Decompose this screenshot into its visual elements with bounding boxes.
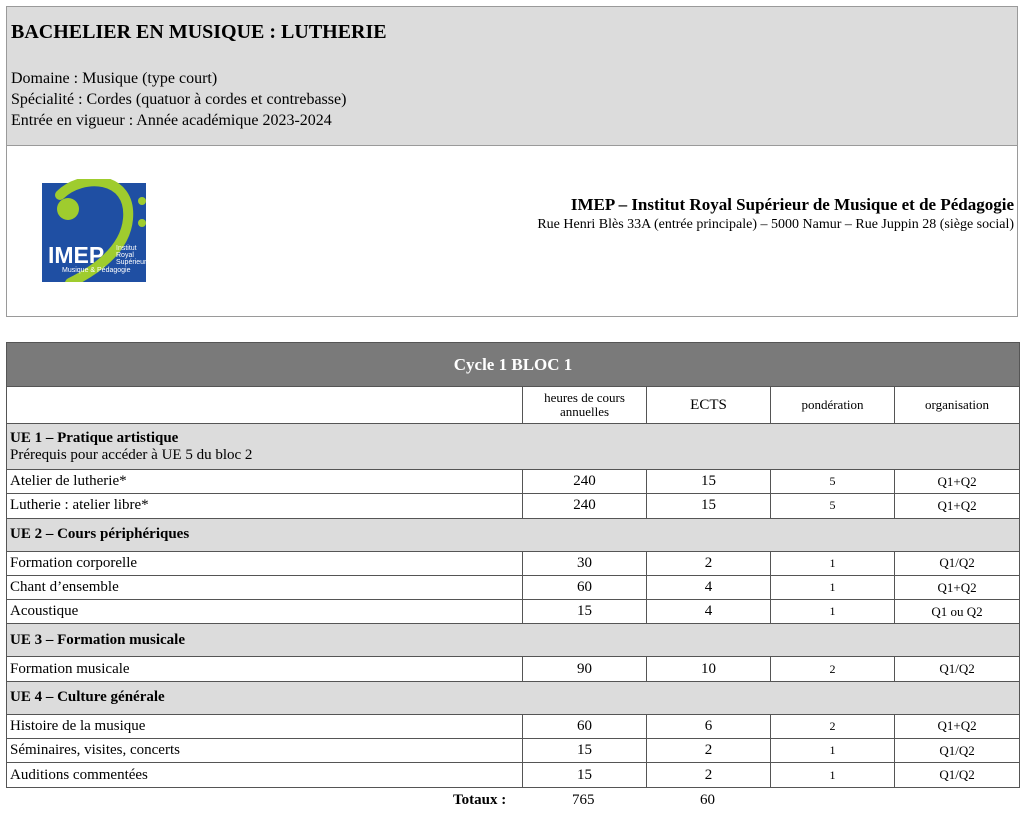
course-row: [7, 600, 1020, 624]
ue-header-row: [7, 681, 1020, 714]
course-weight: 2: [771, 657, 895, 681]
course-hours: 30: [523, 551, 647, 575]
ue-header-row: [7, 624, 1020, 657]
totals-label: Totaux :: [453, 792, 507, 808]
ue-header-cell: [7, 624, 1020, 657]
course-weight: 1: [771, 575, 895, 599]
totals-hours: 765: [572, 792, 595, 808]
course-weight: 1: [771, 551, 895, 575]
course-ects: 4: [647, 600, 771, 624]
course-ects: 2: [647, 551, 771, 575]
course-weight: 2: [771, 714, 895, 738]
course-ects: 4: [647, 575, 771, 599]
course-row: [7, 575, 1020, 599]
course-organisation: Q1 ou Q2: [895, 600, 1020, 624]
course-ects: 6: [647, 714, 771, 738]
course-name: Chant d’ensemble: [7, 575, 523, 599]
svg-text:Royal: Royal: [116, 252, 134, 259]
course-hours: 60: [523, 714, 647, 738]
course-name: Formation musicale: [7, 657, 523, 681]
totals-ects: 60: [700, 792, 715, 808]
specialty-line: Spécialité : Cordes (quatuor à cordes et contrebasse): [11, 91, 347, 108]
cycle-header-row: [7, 343, 1020, 387]
course-name: Histoire de la musique: [7, 714, 523, 738]
program-info-panel: [7, 7, 1017, 146]
domain-line: Domaine : Musique (type court): [11, 70, 218, 87]
course-row: [7, 470, 1020, 494]
ue-header-cell: [7, 424, 1020, 470]
ue-title: UE 2 – Cours périphériques: [10, 526, 190, 543]
course-hours: 15: [523, 600, 647, 624]
course-weight: 5: [771, 470, 895, 494]
program-table: [6, 342, 1020, 788]
course-name: Atelier de lutherie*: [7, 470, 523, 494]
ue-title: UE 4 – Culture générale: [10, 689, 165, 706]
course-hours: 60: [523, 575, 647, 599]
weight-column-header: pondération: [771, 387, 895, 424]
course-ects: 2: [647, 739, 771, 763]
ue-header-row: [7, 518, 1020, 551]
ue-note: Prérequis pour accéder à UE 5 du bloc 2: [10, 446, 253, 463]
course-hours: 90: [523, 657, 647, 681]
cycle-title: Cycle 1 BLOC 1: [7, 343, 1020, 387]
bass-clef-dot-bottom: [138, 219, 146, 227]
course-organisation: Q1+Q2: [895, 470, 1020, 494]
course-ects: 15: [647, 470, 771, 494]
course-organisation: Q1+Q2: [895, 575, 1020, 599]
course-row: [7, 657, 1020, 681]
course-row: [7, 763, 1020, 787]
course-organisation: Q1/Q2: [895, 763, 1020, 787]
course-weight: 1: [771, 763, 895, 787]
course-row: [7, 714, 1020, 738]
course-column-header: [7, 387, 523, 424]
course-ects: 10: [647, 657, 771, 681]
column-header-row: [7, 387, 1020, 424]
svg-text:Institut: Institut: [116, 245, 137, 252]
imep-logo: [42, 179, 146, 282]
ects-column-header: ECTS: [647, 387, 771, 424]
course-organisation: Q1/Q2: [895, 739, 1020, 763]
course-organisation: Q1+Q2: [895, 494, 1020, 518]
course-hours: 15: [523, 763, 647, 787]
course-name: Formation corporelle: [7, 551, 523, 575]
svg-text:Supérieur: Supérieur: [116, 259, 146, 266]
course-ects: 15: [647, 494, 771, 518]
ue-header-cell: [7, 681, 1020, 714]
bass-clef-head: [57, 198, 79, 220]
course-row: [7, 494, 1020, 518]
logo-wordmark: IMEP: [48, 242, 105, 268]
effective-date-line: Entrée en vigueur : Année académique 2023-2024: [11, 112, 332, 129]
bass-clef-dot-top: [138, 197, 146, 205]
course-name: Lutherie : atelier libre*: [7, 494, 523, 518]
course-hours: 240: [523, 494, 647, 518]
course-row: [7, 551, 1020, 575]
document-title: BACHELIER EN MUSIQUE : LUTHERIE: [11, 21, 387, 43]
institution-address: Rue Henri Blès 33A (entrée principale) – 5000 Namur – Rue Juppin 28 (siège social): [537, 217, 1014, 232]
course-ects: 2: [647, 763, 771, 787]
ue-header-cell: [7, 518, 1020, 551]
svg-text:Musique & Pédagogie: Musique & Pédagogie: [62, 267, 131, 274]
course-row: [7, 739, 1020, 763]
course-name: Acoustique: [7, 600, 523, 624]
course-name: Séminaires, visites, concerts: [7, 739, 523, 763]
course-weight: 1: [771, 739, 895, 763]
ue-title: UE 3 – Formation musicale: [10, 631, 185, 648]
course-name: Auditions commentées: [7, 763, 523, 787]
course-hours: 15: [523, 739, 647, 763]
hours-column-header: heures de cours annuelles: [523, 387, 647, 424]
course-organisation: Q1+Q2: [895, 714, 1020, 738]
course-weight: 5: [771, 494, 895, 518]
course-organisation: Q1/Q2: [895, 657, 1020, 681]
course-hours: 240: [523, 470, 647, 494]
ue-table-body: [7, 424, 1020, 788]
institution-name: IMEP – Institut Royal Supérieur de Musique et de Pédagogie: [570, 195, 1014, 214]
ue-title: UE 1 – Pratique artistique: [10, 429, 179, 446]
program-header: [6, 6, 1018, 317]
course-organisation: Q1/Q2: [895, 551, 1020, 575]
course-weight: 1: [771, 600, 895, 624]
organisation-column-header: organisation: [895, 387, 1020, 424]
ue-header-row: [7, 424, 1020, 470]
